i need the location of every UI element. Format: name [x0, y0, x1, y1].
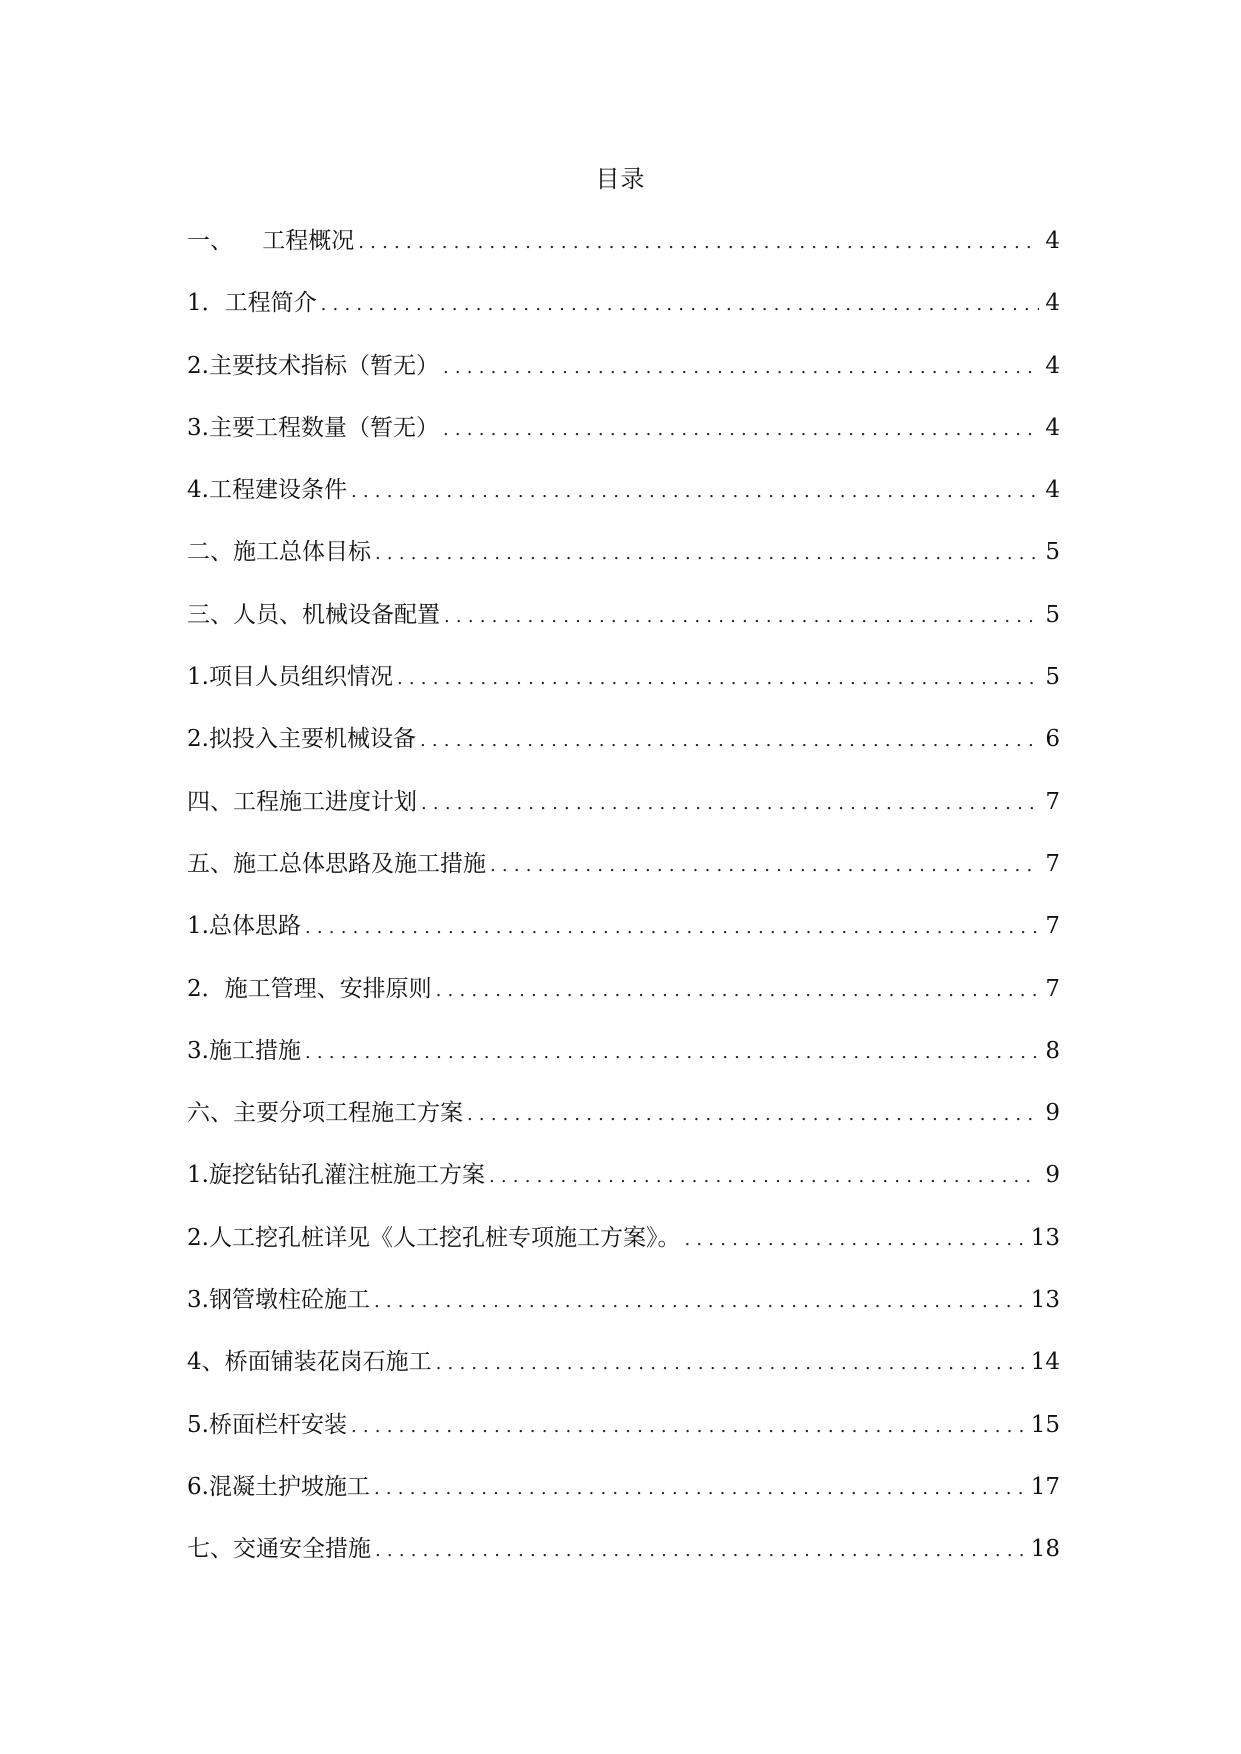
toc-dot-leader — [375, 1534, 1025, 1568]
toc-dot-leader — [444, 600, 1039, 634]
toc-dot-leader — [374, 1285, 1025, 1319]
toc-entry-page-number: 17 — [1030, 1473, 1060, 1500]
toc-dot-leader — [358, 226, 1039, 260]
toc-entry[interactable] — [187, 1221, 1060, 1283]
toc-dot-leader — [490, 849, 1039, 883]
toc-dot-leader — [436, 974, 1040, 1008]
toc-entry[interactable] — [187, 535, 1060, 597]
toc-entry[interactable] — [187, 473, 1060, 535]
toc-entry-label: 3.主要工程数量（暂无） — [187, 414, 439, 441]
toc-entry-label: 四、工程施工进度计划 — [187, 788, 417, 815]
toc-dot-leader — [305, 911, 1039, 945]
toc-entry[interactable] — [187, 598, 1060, 660]
toc-entry-page-number: 13 — [1030, 1224, 1060, 1251]
toc-entry-page-number: 6 — [1045, 726, 1060, 753]
toc-entry-page-number: 15 — [1030, 1411, 1060, 1438]
toc-entry-label: 3.钢管墩柱砼施工 — [187, 1287, 370, 1314]
toc-entry-label: 2．施工管理、安排原则 — [187, 975, 432, 1002]
toc-entry-page-number: 5 — [1045, 539, 1060, 566]
toc-entry[interactable] — [187, 909, 1060, 971]
toc-entry[interactable] — [187, 286, 1060, 348]
toc-entry[interactable] — [187, 1408, 1060, 1470]
toc-entry-label: 六、主要分项工程施工方案 — [187, 1100, 463, 1127]
toc-entry-label: 七、交通安全措施 — [187, 1536, 371, 1563]
toc-entry-page-number: 7 — [1045, 788, 1060, 815]
toc-dot-leader — [351, 1410, 1025, 1444]
toc-entry[interactable] — [187, 224, 1060, 286]
toc-entry-label: 1.旋挖钻钻孔灌注桩施工方案 — [187, 1162, 485, 1189]
toc-entry-page-number: 14 — [1030, 1349, 1060, 1376]
toc-entry[interactable] — [187, 972, 1060, 1034]
toc-entry[interactable] — [187, 785, 1060, 847]
toc-entry[interactable] — [187, 1470, 1060, 1532]
toc-entry[interactable] — [187, 1345, 1060, 1407]
toc-entry[interactable] — [187, 660, 1060, 722]
toc-entry-label: 2.拟投入主要机械设备 — [187, 726, 416, 753]
toc-entry[interactable] — [187, 1283, 1060, 1345]
toc-entry-label: 1.项目人员组织情况 — [187, 664, 393, 691]
toc-entry[interactable] — [187, 1158, 1060, 1220]
toc-entry-page-number: 7 — [1045, 913, 1060, 940]
toc-entry-label: 五、施工总体思路及施工措施 — [187, 850, 486, 877]
toc-entry-page-number: 4 — [1045, 477, 1060, 504]
toc-entry-label: 4.工程建设条件 — [187, 477, 347, 504]
toc-entry-page-number: 9 — [1045, 1162, 1060, 1189]
toc-entry-page-number: 4 — [1045, 290, 1060, 317]
toc-entry-page-number: 13 — [1030, 1287, 1060, 1314]
toc-entry-label: 5.桥面栏杆安装 — [187, 1411, 347, 1438]
toc-entry[interactable] — [187, 1532, 1060, 1594]
toc-entry[interactable] — [187, 1034, 1060, 1096]
toc-dot-leader — [443, 413, 1039, 447]
toc-entry[interactable] — [187, 847, 1060, 909]
toc-entry-label: 1.总体思路 — [187, 913, 301, 940]
toc-dot-leader — [421, 787, 1039, 821]
toc-dot-leader — [489, 1160, 1039, 1194]
toc-entry-page-number: 7 — [1045, 975, 1060, 1002]
toc-entry-label: 6.混凝土护坡施工 — [187, 1473, 370, 1500]
toc-dot-leader — [443, 351, 1039, 385]
toc-entry-label: 1．工程简介 — [187, 290, 317, 317]
toc-dot-leader — [375, 537, 1039, 571]
toc-entry-label: 二、施工总体目标 — [187, 539, 371, 566]
toc-dot-leader — [321, 288, 1040, 322]
toc-dot-leader — [374, 1472, 1025, 1506]
toc-entry-page-number: 5 — [1045, 601, 1060, 628]
toc-entry-label: 4、桥面铺装花岗石施工 — [187, 1349, 432, 1376]
toc-list — [187, 224, 1060, 1595]
toc-dot-leader — [420, 724, 1039, 758]
toc-entry[interactable] — [187, 349, 1060, 411]
toc-title: 目录 — [595, 165, 646, 193]
toc-dot-leader — [684, 1223, 1024, 1257]
toc-entry[interactable] — [187, 411, 1060, 473]
toc-entry-page-number: 4 — [1045, 228, 1060, 254]
toc-entry-page-number: 18 — [1030, 1536, 1060, 1563]
toc-dot-leader — [305, 1036, 1039, 1070]
toc-entry[interactable] — [187, 722, 1060, 784]
toc-entry-page-number: 5 — [1045, 664, 1060, 691]
toc-dot-leader — [436, 1347, 1025, 1381]
toc-dot-leader — [397, 662, 1039, 696]
toc-entry-label: 三、人员、机械设备配置 — [187, 601, 440, 628]
toc-entry-page-number: 4 — [1045, 414, 1060, 441]
toc-dot-leader — [351, 475, 1039, 509]
toc-entry-label: 一、 工程概况 — [187, 228, 355, 254]
toc-entry-page-number: 4 — [1045, 352, 1060, 379]
toc-entry-label: 3.施工措施 — [187, 1037, 301, 1064]
toc-entry[interactable] — [187, 1096, 1060, 1158]
toc-dot-leader — [467, 1098, 1039, 1132]
toc-entry-label: 2.人工挖孔桩详见《人工挖孔桩专项施工方案》。 — [187, 1224, 681, 1251]
toc-entry-page-number: 8 — [1045, 1037, 1060, 1064]
toc-entry-page-number: 7 — [1045, 850, 1060, 877]
toc-entry-page-number: 9 — [1045, 1100, 1060, 1127]
toc-entry-label: 2.主要技术指标（暂无） — [187, 352, 439, 379]
